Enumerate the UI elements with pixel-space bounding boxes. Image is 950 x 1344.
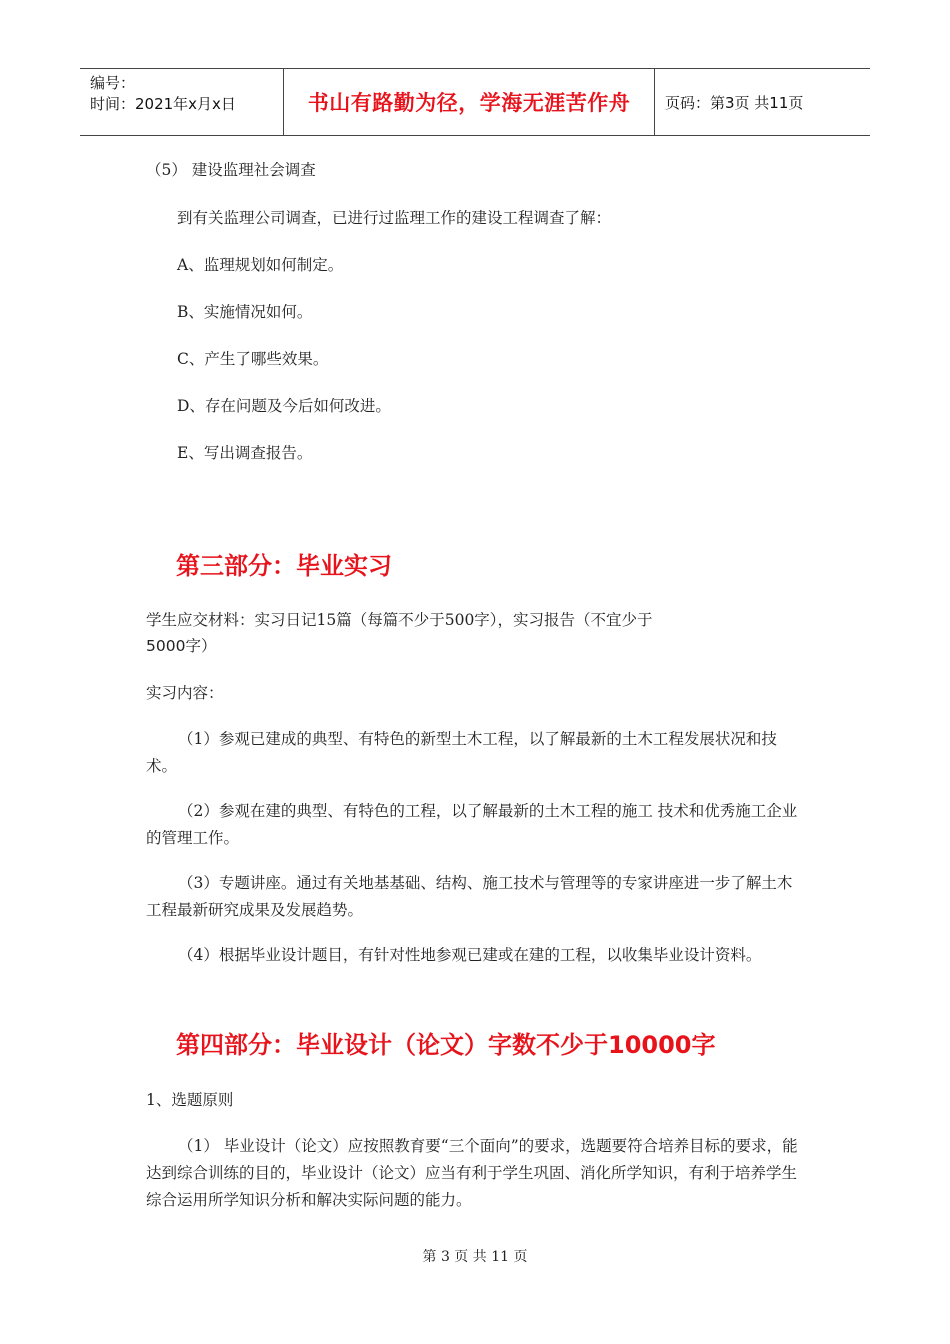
page-footer: 第 3 页 共 11 页: [422, 1249, 528, 1265]
section5-item-e: E、写出调查报告。: [177, 444, 313, 462]
header-motto: 书山有路勤为径，学海无涯苦作舟: [307, 91, 631, 115]
section5-title: （5） 建设监理社会调查: [146, 161, 316, 179]
part3-paragraph-2: （2）参观在建的典型、有特色的工程，以了解最新的土木工程的施工 技术和优秀施工企业的管理工作。: [146, 802, 798, 847]
section5-item-d: D、存在问题及今后如何改进。: [177, 397, 391, 415]
section5-item-b: B、实施情况如何。: [177, 303, 313, 321]
part3-paragraph-3: （3）专题讲座。通过有关地基基础、结构、施工技术与管理等的专家讲座进一步了解土木工程最新研究成果及发展趋势。: [146, 874, 793, 919]
header-motto-cell: [283, 69, 655, 135]
section5-item-c: C、产生了哪些效果。: [177, 350, 329, 368]
part4-paragraph-1: （1） 毕业设计（论文）应按照教育要“三个面向”的要求，选题要符合培养目标的要求，能达到综合训练的目的，毕业设计（论文）应当有利于学生巩固、消化所学知识，有利于培养学生综合运用所学知识分析和解决实际问题的能力。: [146, 1137, 798, 1209]
header-number: 编号：: [90, 74, 136, 92]
part4-heading: 第四部分：毕业设计（论文）字数不少于10000字: [176, 1031, 716, 1059]
page-header: [80, 68, 870, 136]
header-meta: [80, 69, 283, 135]
header-time: 时间：2021年x月x日: [90, 95, 236, 113]
part3-paragraph-4: （4）根据毕业设计题目，有针对性地参观已建或在建的工程，以收集毕业设计资料。: [178, 946, 762, 964]
part3-content-label: 实习内容：: [146, 684, 224, 702]
section5-item-a: A、监理规划如何制定。: [177, 256, 344, 274]
part3-paragraph-1: （1）参观已建成的典型、有特色的新型土木工程，以了解最新的土木工程发展状况和技术。: [146, 730, 777, 775]
section5-intro: 到有关监理公司调查，已进行过监理工作的建设工程调查了解：: [177, 209, 612, 227]
header-page-info: 页码：第3页 共11页: [665, 93, 804, 112]
part4-subheading: 1、选题原则: [146, 1091, 234, 1109]
part3-heading: 第三部分：毕业实习: [176, 552, 392, 580]
part3-materials-line1: 学生应交材料：实习日记15篇（每篇不少于500字），实习报告（不宜少于: [146, 611, 653, 629]
part3-materials-line2: 5000字）: [146, 637, 217, 655]
